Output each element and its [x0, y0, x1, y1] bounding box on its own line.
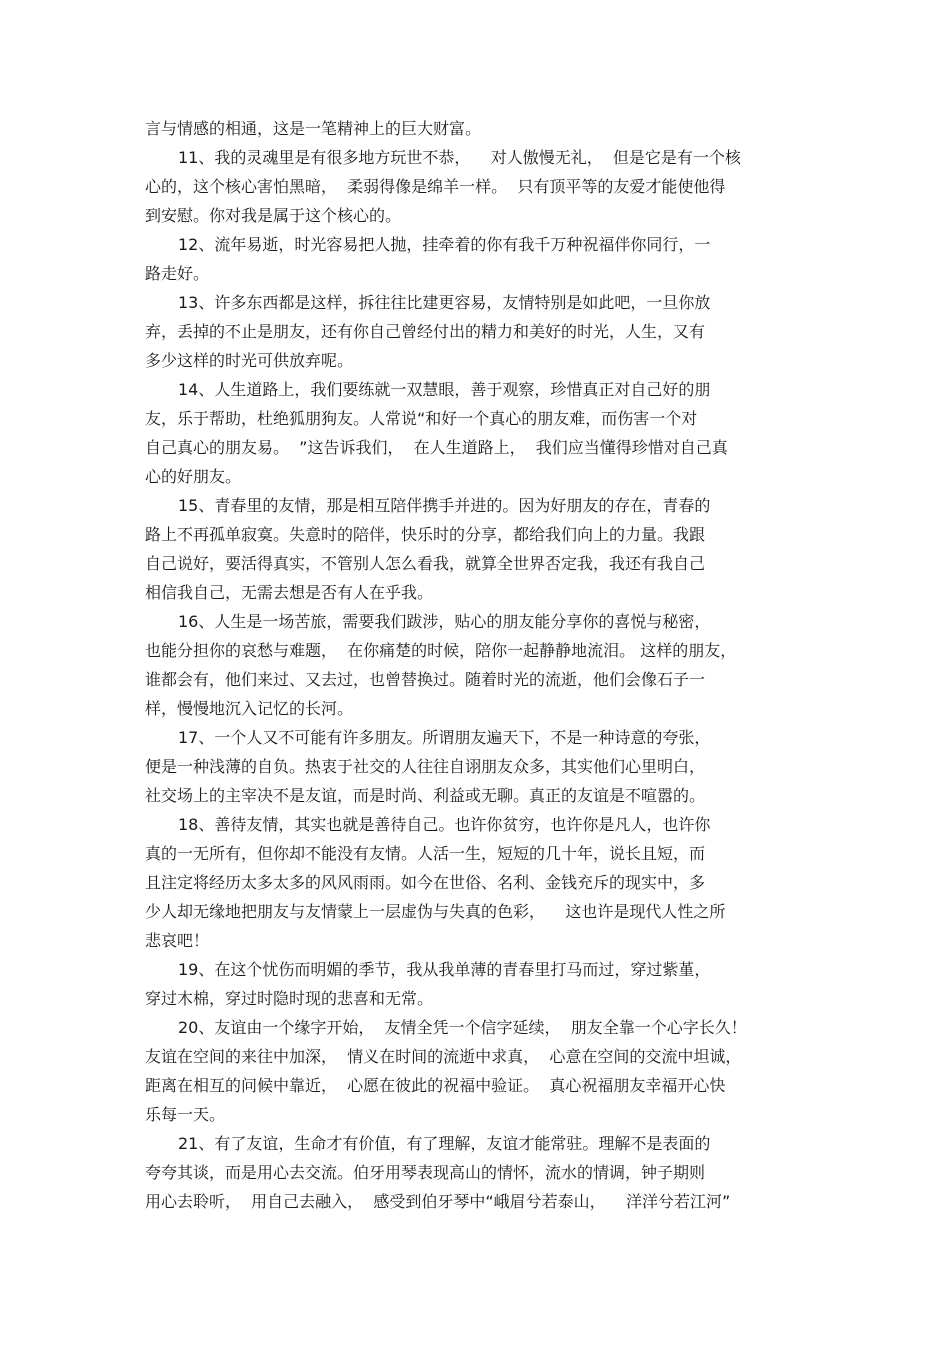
- paragraph-line: 穿过木棉，穿过时隐时现的悲喜和无常。: [145, 989, 434, 1008]
- paragraph-line: 且注定将经历太多太多的风风雨雨。如今在世俗、名利、金钱充斥的现实中，多: [145, 873, 706, 892]
- paragraph-line: 样，慢慢地沉入记忆的长河。: [145, 699, 354, 718]
- paragraph-line: 相信我自己，无需去想是否有人在乎我。: [145, 583, 434, 602]
- paragraph-first-line: 21、有了友谊，生命才有价值，有了理解，友谊才能常驻。理解不是表面的: [178, 1134, 711, 1153]
- paragraph-line: 便是一种浅薄的自负。热衷于社交的人往往自诩朋友众多，其实他们心里明白，: [145, 757, 706, 776]
- paragraph-line: 友，乐于帮助，杜绝狐朋狗友。人常说“和好一个真心的朋友难，而伤害一个对: [145, 409, 698, 428]
- paragraph-first-line: 12、流年易逝，时光容易把人抛，挂牵着的你有我千万种祝福伴你同行，一: [178, 235, 711, 254]
- paragraph-line: 乐每一天。: [145, 1105, 226, 1124]
- paragraph-line: 少人却无缘地把朋友与友情蒙上一层虚伪与失真的色彩， 这也许是现代人性之所: [145, 902, 726, 921]
- paragraph-line: 距离在相互的问候中靠近， 心愿在彼此的祝福中验证。 真心祝福朋友幸福开心快: [145, 1076, 726, 1095]
- paragraph-first-line: 20、友谊由一个缘字开始， 友情全凭一个信字延续， 朋友全靠一个心字长久！: [178, 1018, 747, 1037]
- paragraph-line: 悲哀吧！: [145, 931, 210, 950]
- paragraph-line: 路走好。: [145, 264, 210, 283]
- paragraph-line: 夸夸其谈，而是用心去交流。伯牙用琴表现高山的情怀，流水的情调，钟子期则: [145, 1163, 706, 1182]
- paragraph-line: 心的，这个核心害怕黑暗， 柔弱得像是绵羊一样。 只有顶平等的友爱才能使他得: [145, 177, 726, 196]
- document-body: [145, 114, 805, 1216]
- paragraph-line: 自己说好，要活得真实，不管别人怎么看我，就算全世界否定我，我还有我自己: [145, 554, 706, 573]
- paragraph-first-line: 15、青春里的友情，那是相互陪伴携手并进的。因为好朋友的存在，青春的: [178, 496, 711, 515]
- paragraph-first-line: 18、善待友情，其实也就是善待自己。也许你贫穷，也许你是凡人，也许你: [178, 815, 711, 834]
- paragraph-line: 言与情感的相通，这是一笔精神上的巨大财富。: [145, 119, 482, 138]
- paragraph-first-line: 19、在这个忧伤而明媚的季节，我从我单薄的青春里打马而过，穿过紫堇，: [178, 960, 711, 979]
- paragraph-first-line: 14、人生道路上，我们要练就一双慧眼，善于观察，珍惜真正对自己好的朋: [178, 380, 711, 399]
- paragraph-line: 到安慰。你对我是属于这个核心的。: [145, 206, 402, 225]
- paragraph-line: 路上不再孤单寂寞。失意时的陪伴，快乐时的分享，都给我们向上的力量。我跟: [145, 525, 706, 544]
- paragraph-line: 心的好朋友。: [145, 467, 242, 486]
- paragraph-line: 谁都会有，他们来过、又去过，也曾替换过。随着时光的流逝，他们会像石子一: [145, 670, 706, 689]
- paragraph-first-line: 16、人生是一场苦旅，需要我们跋涉，贴心的朋友能分享你的喜悦与秘密，: [178, 612, 711, 631]
- paragraph-line: 真的一无所有，但你却不能没有友情。人活一生，短短的几十年，说长且短，而: [145, 844, 706, 863]
- paragraph-line: 也能分担你的哀愁与难题， 在你痛楚的时候，陪你一起静静地流泪。 这样的朋友，: [145, 641, 737, 660]
- paragraph-first-line: 11、我的灵魂里是有很多地方玩世不恭， 对人傲慢无礼， 但是它是有一个核: [178, 148, 741, 167]
- paragraph-line: 友谊在空间的来往中加深， 情义在时间的流逝中求真， 心意在空间的交流中坦诚，: [145, 1047, 742, 1066]
- paragraph-line: 用心去聆听， 用自己去融入， 感受到伯牙琴中“峨眉兮若泰山， 洋洋兮若江河”: [145, 1192, 731, 1211]
- paragraph-line: 弃，丢掉的不止是朋友，还有你自己曾经付出的精力和美好的时光，人生，又有: [145, 322, 706, 341]
- paragraph-first-line: 13、许多东西都是这样，拆往往比建更容易，友情特别是如此吧，一旦你放: [178, 293, 711, 312]
- paragraph-line: 多少这样的时光可供放弃呢。: [145, 351, 354, 370]
- paragraph-first-line: 17、一个人又不可能有许多朋友。所谓朋友遍天下，不是一种诗意的夸张，: [178, 728, 711, 747]
- paragraph-line: 社交场上的主宰决不是友谊，而是时尚、利益或无聊。真正的友谊是不喧嚣的。: [145, 786, 706, 805]
- paragraph-line: 自己真心的朋友易。 ”这告诉我们， 在人生道路上， 我们应当懂得珍惜对自己真: [145, 438, 728, 457]
